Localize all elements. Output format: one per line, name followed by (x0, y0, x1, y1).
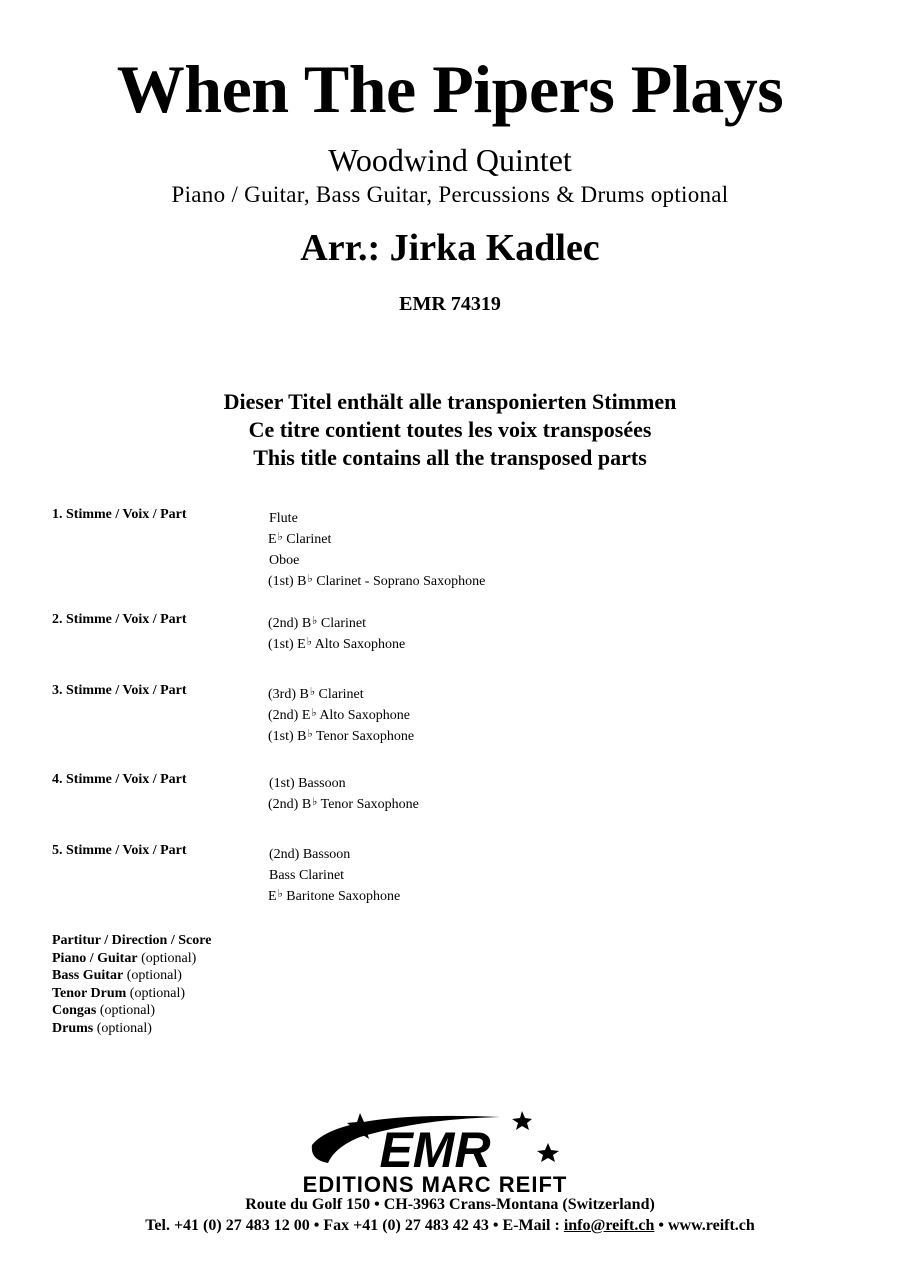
flat-sign-icon: ♭ (307, 728, 313, 740)
instrumentation-line: Piano / Guitar, Bass Guitar, Percussions & Drums optional (171, 182, 729, 207)
extra-part-name: Bass Guitar (52, 968, 124, 983)
instrument-item (268, 528, 485, 549)
logo-text: EMR (379, 1122, 491, 1178)
instrument-prefix: (1st) B (268, 574, 307, 589)
fax-number: Fax +41 (0) 27 483 42 43 (323, 1217, 489, 1234)
instrument-item (268, 793, 419, 814)
part-label: 1. Stimme / Voix / Part (52, 507, 187, 522)
instrument-item (268, 704, 414, 725)
extra-part-name: Piano / Guitar (52, 950, 138, 966)
instrument-item (268, 612, 405, 633)
extras-list (52, 932, 211, 1037)
flat-sign-icon: ♭ (277, 531, 283, 543)
extra-part-item (52, 950, 211, 968)
instrument-item (268, 864, 400, 885)
instrument-name: Tenor Saxophone (312, 729, 415, 744)
instrument-name: Tenor Saxophone (317, 797, 419, 812)
instrument-item (268, 885, 400, 906)
page-title: When The Pipers Plays (116, 51, 784, 127)
instrument-name: Flute (269, 511, 298, 526)
part-instruments (268, 843, 400, 906)
ensemble-subtitle: Woodwind Quintet (328, 142, 572, 178)
email-link[interactable]: info@reift.ch (563, 1217, 655, 1234)
instrument-item (268, 633, 405, 654)
flat-sign-icon: ♭ (307, 573, 313, 585)
part-instruments (268, 612, 405, 654)
notice-german: Dieser Titel enthält alle transponierten Stimmen (223, 389, 677, 414)
instrument-name: Baritone Saxophone (282, 889, 401, 904)
extra-part-note: (optional) (126, 985, 186, 1001)
notice-english: This title contains all the transposed parts (253, 445, 647, 470)
publisher-name: EDITIONS MARC REIFT (302, 1172, 568, 1195)
instrument-prefix: (2nd) E (268, 708, 311, 723)
extra-part-item (52, 932, 211, 950)
instrument-item (268, 570, 485, 591)
extra-part-item (52, 967, 211, 985)
extra-part-item (52, 1020, 211, 1038)
extra-part-note: (optional) (137, 950, 197, 966)
flat-sign-icon: ♭ (312, 796, 318, 808)
instrument-item (268, 683, 414, 704)
flat-sign-icon: ♭ (311, 707, 317, 719)
instrument-prefix: (1st) B (268, 729, 307, 744)
publisher-address: Route du Golf 150 • CH-3963 Crans-Montana (Switzerland) (245, 1196, 655, 1213)
notice-french: Ce titre contient toutes les voix transposées (248, 417, 652, 442)
instrument-name: (2nd) Bassoon (269, 847, 351, 862)
instrument-name: Bass Clarinet (269, 868, 345, 883)
instrument-name: (1st) Bassoon (269, 776, 346, 791)
instrument-name: Clarinet (282, 532, 332, 547)
extra-part-item (52, 1002, 211, 1020)
instrument-name: Alto Saxophone (311, 637, 406, 652)
instrument-name: Clarinet (315, 687, 364, 702)
emr-logo (300, 1105, 570, 1195)
flat-sign-icon: ♭ (306, 636, 312, 648)
extra-part-name: Partitur / Direction / Score (52, 933, 212, 948)
extra-part-note: (optional) (123, 968, 182, 983)
publisher-contact (0, 1217, 900, 1235)
instrument-name: Oboe (269, 553, 300, 568)
part-label: 4. Stimme / Voix / Part (52, 772, 187, 787)
arranger-credit: Arr.: Jirka Kadlec (300, 227, 600, 269)
part-label: 5. Stimme / Voix / Part (52, 843, 187, 858)
extra-part-name: Congas (52, 1003, 97, 1018)
part-instruments (268, 772, 419, 814)
instrument-name: Clarinet - Soprano Saxophone (312, 574, 486, 589)
instrument-name: Alto Saxophone (316, 708, 410, 723)
extra-part-note: (optional) (93, 1020, 152, 1036)
phone-number: Tel. +41 (0) 27 483 12 00 (145, 1217, 310, 1234)
separator: • (492, 1217, 499, 1234)
flat-sign-icon: ♭ (312, 615, 318, 627)
instrument-prefix: (1st) E (268, 637, 306, 652)
email-label: E-Mail : (502, 1217, 560, 1234)
separator: • (658, 1217, 664, 1234)
instrument-item (268, 843, 400, 864)
extra-part-name: Tenor Drum (52, 985, 127, 1001)
instrument-prefix: E (268, 889, 277, 904)
instrument-item (268, 507, 485, 528)
extra-part-item (52, 985, 211, 1003)
part-instruments (268, 683, 414, 746)
instrument-name: Clarinet (317, 616, 366, 631)
instrument-prefix: (2nd) B (268, 797, 312, 812)
instrument-prefix: E (268, 532, 277, 547)
instrument-item (268, 549, 485, 570)
flat-sign-icon: ♭ (277, 888, 283, 900)
part-label: 3. Stimme / Voix / Part (52, 683, 187, 698)
flat-sign-icon: ♭ (309, 686, 316, 698)
catalog-number: EMR 74319 (399, 293, 501, 315)
instrument-item (268, 772, 419, 793)
extra-part-note: (optional) (96, 1003, 156, 1018)
extra-part-name: Drums (52, 1020, 94, 1036)
part-instruments (268, 507, 485, 591)
website-link[interactable]: www.reift.ch (668, 1217, 755, 1234)
part-label: 2. Stimme / Voix / Part (52, 612, 187, 627)
instrument-prefix: (2nd) B (268, 616, 312, 631)
instrument-item (268, 725, 414, 746)
instrument-prefix: (3rd) B (268, 687, 309, 702)
separator: • (313, 1217, 320, 1234)
